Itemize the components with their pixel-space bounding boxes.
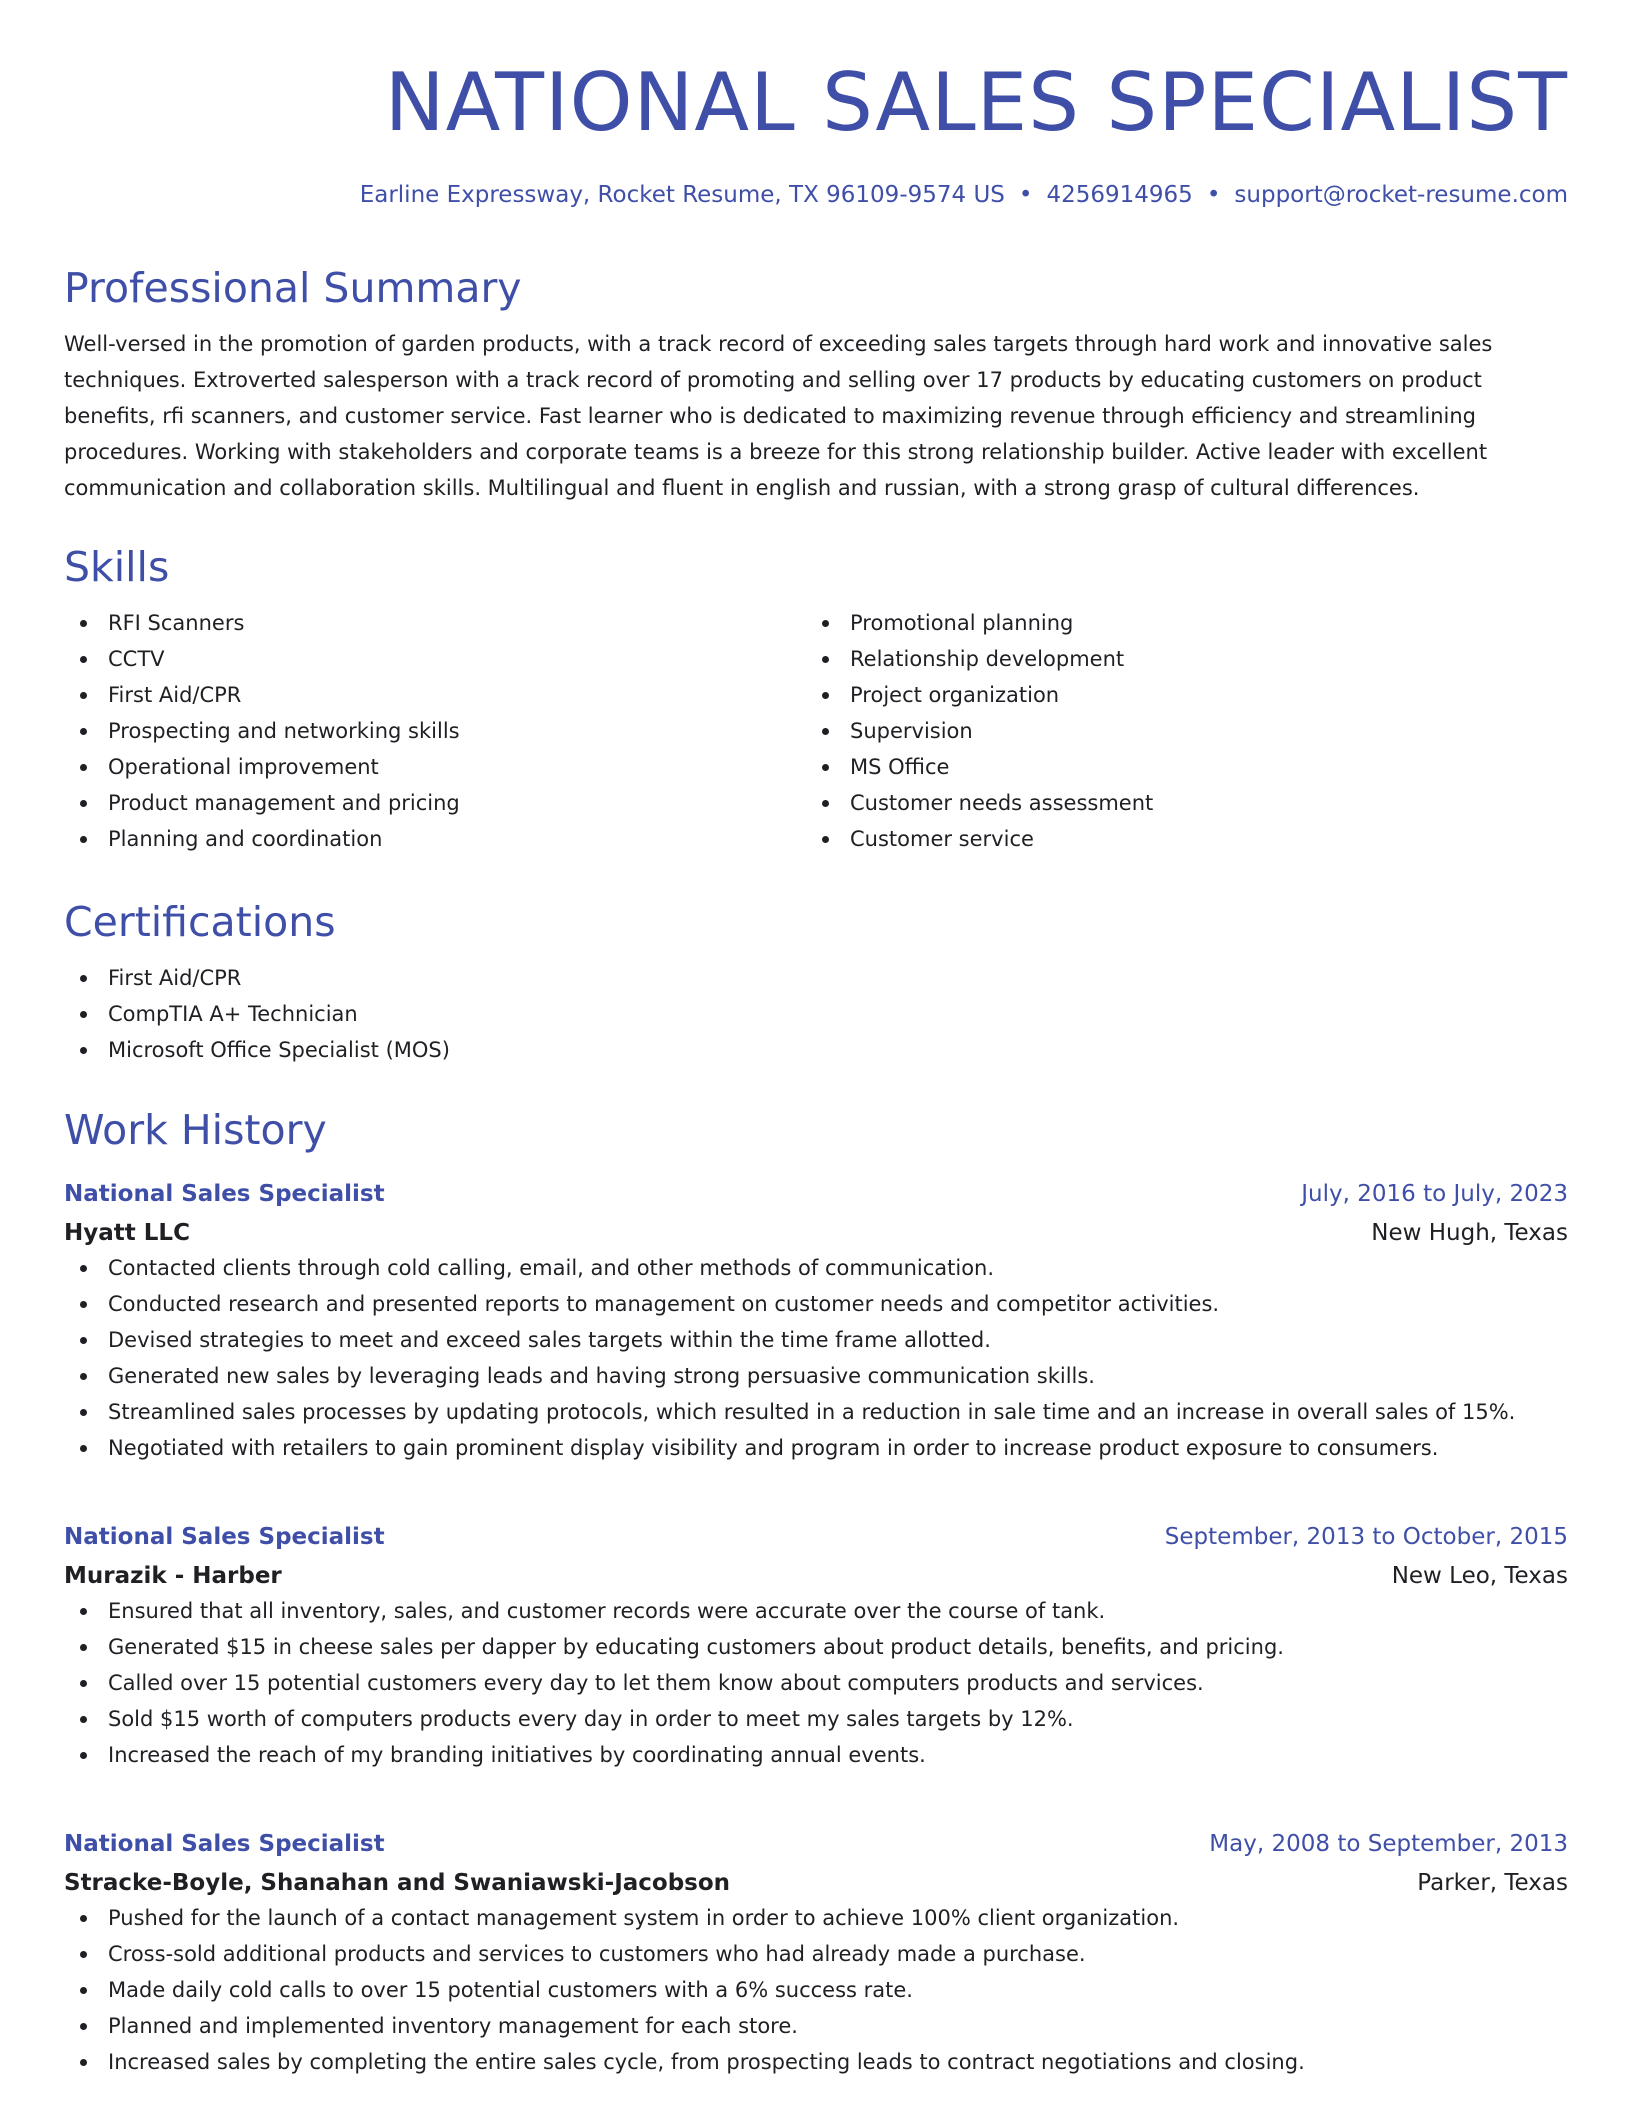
skill-item: CCTV — [64, 641, 806, 677]
contact-email[interactable]: support@rocket-resume.com — [1234, 182, 1568, 208]
certifications-list — [64, 960, 1568, 1068]
summary-heading: Professional Summary — [64, 264, 522, 312]
job-title: National Sales Specialist — [64, 1524, 385, 1550]
resume-page — [64, 0, 1568, 2074]
skill-item: MS Office — [806, 749, 1548, 785]
skill-item: Product management and pricing — [64, 785, 806, 821]
job-title: National Sales Specialist — [64, 1831, 385, 1857]
job-entry — [64, 1178, 1568, 1466]
job-bullet: Increased the reach of my branding initiatives by coordinating annual events. — [64, 1737, 1568, 1773]
certifications-heading: Certifications — [64, 898, 336, 946]
skill-item: Operational improvement — [64, 749, 806, 785]
job-bullet: Pushed for the launch of a contact management system in order to achieve 100% client organization. — [64, 1900, 1568, 1936]
job-title: National Sales Specialist — [64, 1181, 385, 1207]
job-bullet: Called over 15 potential customers every day to let them know about computers products and services. — [64, 1665, 1568, 1701]
skills-list-left — [64, 605, 806, 857]
skill-item: Relationship development — [806, 641, 1548, 677]
job-header — [64, 1178, 1568, 1210]
skill-item: Project organization — [806, 677, 1548, 713]
skill-item: Customer needs assessment — [806, 785, 1548, 821]
skill-item: Prospecting and networking skills — [64, 713, 806, 749]
skills-column-left — [64, 605, 806, 857]
skills-grid — [64, 605, 1568, 857]
contact-address: Earline Expressway, Rocket Resume, TX 96109-9574 US — [359, 182, 1005, 208]
job-dates: September, 2013 to October, 2015 — [1164, 1524, 1568, 1550]
skills-list-right — [806, 605, 1548, 857]
job-bullet: Ensured that all inventory, sales, and customer records were accurate over the course of tank. — [64, 1593, 1568, 1629]
job-subheader — [64, 1559, 1568, 1593]
job-entry — [64, 1521, 1568, 1773]
certification-item: First Aid/CPR — [64, 960, 1568, 996]
job-bullet: Contacted clients through cold calling, email, and other methods of communication. — [64, 1250, 1568, 1286]
job-subheader — [64, 1216, 1568, 1250]
contact-phone: 4256914965 — [1046, 182, 1193, 208]
job-location: New Leo, Texas — [1391, 1563, 1568, 1589]
job-company: Hyatt LLC — [64, 1220, 190, 1246]
skill-item: First Aid/CPR — [64, 677, 806, 713]
certification-item: CompTIA A+ Technician — [64, 996, 1568, 1032]
summary-text: Well-versed in the promotion of garden products, with a track record of exceeding sales targets through hard work and innovative sales techniques. Extroverted salesperson with a track record of promoting and selling over 17 products by educating customers on product benefits, rfi scanners, and customer service. Fast learner who is dedicated to maximizing revenue through efficiency and streamlining procedures. Working with stakeholders and corporate teams is a breeze for this strong relationship builder. Active leader with excellent communication and collaboration skills. Multilingual and fluent in english and russian, with a strong grasp of cultural differences. — [64, 332, 1493, 500]
certification-item: Microsoft Office Specialist (MOS) — [64, 1032, 1568, 1068]
work-history-heading: Work History — [64, 1106, 327, 1154]
job-location: Parker, Texas — [1417, 1870, 1568, 1896]
job-dates: May, 2008 to September, 2013 — [1209, 1831, 1568, 1857]
job-bullet: Streamlined sales processes by updating protocols, which resulted in a reduction in sale time and an increase in overall sales of 15%. — [64, 1394, 1568, 1430]
job-bullet: Devised strategies to meet and exceed sales targets within the time frame allotted. — [64, 1322, 1568, 1358]
job-company: Murazik - Harber — [64, 1563, 282, 1589]
job-bullet: Generated new sales by leveraging leads and having strong persuasive communication skills. — [64, 1358, 1568, 1394]
skills-heading: Skills — [64, 543, 170, 591]
certifications-section — [64, 896, 1568, 1068]
summary-section — [64, 262, 1568, 506]
job-company: Stracke-Boyle, Shanahan and Swaniawski-Jacobson — [64, 1870, 731, 1896]
job-bullet: Planned and implemented inventory management for each store. — [64, 2008, 1568, 2044]
contact-line — [64, 180, 1568, 210]
skill-item: Supervision — [806, 713, 1548, 749]
job-dates: July, 2016 to July, 2023 — [1301, 1181, 1568, 1207]
job-bullet: Negotiated with retailers to gain prominent display visibility and program in order to increase product exposure to consumers. — [64, 1430, 1568, 1466]
job-bullets — [64, 1250, 1568, 1466]
job-bullets — [64, 1900, 1568, 2080]
contact-separator: • — [1206, 182, 1221, 208]
work-history-section — [64, 1104, 1568, 1156]
job-bullet: Made daily cold calls to over 15 potential customers with a 6% success rate. — [64, 1972, 1568, 2008]
job-entry — [64, 1828, 1568, 2080]
skill-item: Promotional planning — [806, 605, 1548, 641]
contact-separator: • — [1018, 182, 1033, 208]
job-header — [64, 1828, 1568, 1860]
job-bullet: Generated $15 in cheese sales per dapper by educating customers about product details, benefits, and pricing. — [64, 1629, 1568, 1665]
job-bullet: Sold $15 worth of computers products every day in order to meet my sales targets by 12%. — [64, 1701, 1568, 1737]
job-subheader — [64, 1866, 1568, 1900]
job-bullet: Cross-sold additional products and services to customers who had already made a purchase. — [64, 1936, 1568, 1972]
skill-item: Planning and coordination — [64, 821, 806, 857]
skills-section — [64, 541, 1568, 857]
skills-column-right — [806, 605, 1548, 857]
job-bullet: Increased sales by completing the entire sales cycle, from prospecting leads to contract negotiations and closing. — [64, 2044, 1568, 2080]
job-location: New Hugh, Texas — [1371, 1220, 1568, 1246]
job-header — [64, 1521, 1568, 1553]
skill-item: RFI Scanners — [64, 605, 806, 641]
job-bullets — [64, 1593, 1568, 1773]
resume-title: NATIONAL SALES SPECIALIST — [384, 56, 1568, 149]
job-bullet: Conducted research and presented reports to management on customer needs and competitor activities. — [64, 1286, 1568, 1322]
skill-item: Customer service — [806, 821, 1548, 857]
